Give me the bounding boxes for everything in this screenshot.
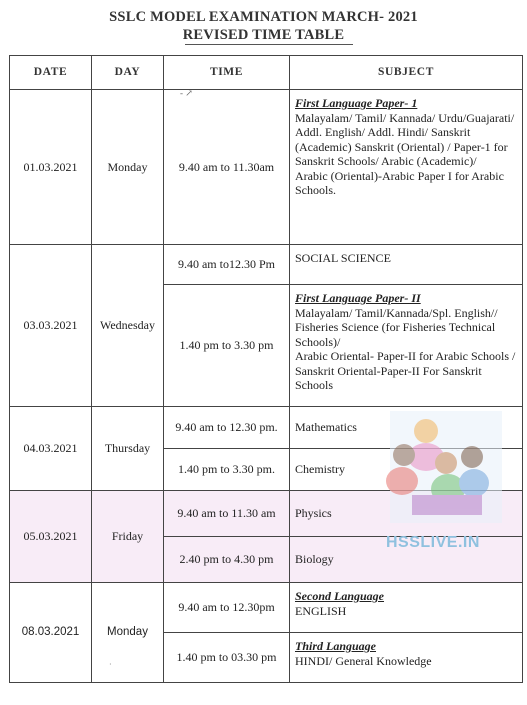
table-row: [10, 583, 523, 633]
subject-text: Malayalam/ Tamil/Kannada/Spl. English// Fisheries Science (for Fisheries Technical Schools)/: [295, 305, 498, 349]
pen-mark: ·: [109, 660, 112, 669]
col-header-time: TIME: [164, 56, 290, 90]
time-cell: 9.40 am to 12.30pm: [164, 583, 290, 633]
day-cell: Thursday: [92, 407, 164, 491]
time-cell: 1.40 pm to 03.30 pm: [164, 633, 290, 683]
date-cell: 03.03.2021: [10, 245, 92, 407]
pen-mark: - ↗: [180, 88, 193, 98]
subject-heading: First Language Paper- II: [295, 291, 421, 305]
time-text: 9.40 am to 11.30am: [178, 159, 275, 174]
doc-subtitle: REVISED TIME TABLE: [182, 27, 345, 43]
date-cell: 08.03.2021: [10, 583, 92, 683]
col-header-day: DAY: [92, 56, 164, 90]
table-row: [10, 90, 523, 245]
time-cell: 1.40 pm to 3.30 pm.: [164, 449, 290, 491]
subject-cell: Mathematics: [290, 407, 523, 449]
col-header-date: DATE: [10, 56, 92, 90]
date-cell: 05.03.2021: [10, 491, 92, 583]
subject-text: ENGLISH: [295, 603, 347, 618]
time-cell: 2.40 pm to 4.30 pm: [164, 537, 290, 583]
col-header-subject: SUBJECT: [290, 56, 523, 90]
subject-heading: Third Language: [295, 639, 377, 653]
subject-text: HINDI/ General Knowledge: [295, 653, 432, 668]
time-cell: 1.40 pm to 3.30 pm: [164, 285, 290, 407]
subject-text-2: Arabic Oriental- Paper-II for Arabic Schools / Sanskrit Oriental-Paper-II For Sanskrit Schools: [295, 349, 516, 392]
time-cell: [164, 90, 290, 245]
table-row: [10, 245, 523, 285]
day-cell: Monday: [92, 90, 164, 245]
day-cell: Friday: [92, 491, 164, 583]
subject-cell: Physics: [290, 491, 523, 537]
day-cell: Wednesday: [92, 245, 164, 407]
subject-heading: First Language Paper- 1: [295, 96, 418, 110]
subject-cell: SOCIAL SCIENCE: [290, 245, 523, 285]
subject-cell: [290, 90, 523, 245]
doc-title: SSLC MODEL EXAMINATION MARCH- 2021: [109, 9, 418, 25]
day-cell: Monday: [92, 583, 164, 683]
watermark-text: HSSLIVE.IN: [386, 534, 480, 551]
subject-cell: [290, 285, 523, 407]
date-cell: 01.03.2021: [10, 90, 92, 245]
timetable: [9, 55, 523, 683]
table-header-row: [10, 56, 523, 90]
subtitle-underline: [185, 44, 353, 45]
date-cell: 04.03.2021: [10, 407, 92, 491]
subject-text: Malayalam/ Tamil/ Kannada/ Urdu/Guajarati/ Addl. English/ Addl. Hindi/ Sanskrit (Academic) Sanskrit (Oriental) / Paper-1 for Sanskrit Schools/ Arabic (Academic)/: [295, 110, 515, 168]
subject-heading: Second Language: [295, 589, 385, 603]
subject-text-2: Arabic (Oriental)-Arabic Paper I for Arabic Schools.: [295, 168, 504, 197]
subject-cell: Chemistry: [290, 449, 523, 491]
time-cell: 9.40 am to 12.30 pm.: [164, 407, 290, 449]
time-cell: 9.40 am to 11.30 am: [164, 491, 290, 537]
subject-cell: Biology: [290, 537, 523, 583]
subject-cell: [290, 583, 523, 633]
subject-cell: [290, 633, 523, 683]
time-cell: 9.40 am to12.30 Pm: [164, 245, 290, 285]
